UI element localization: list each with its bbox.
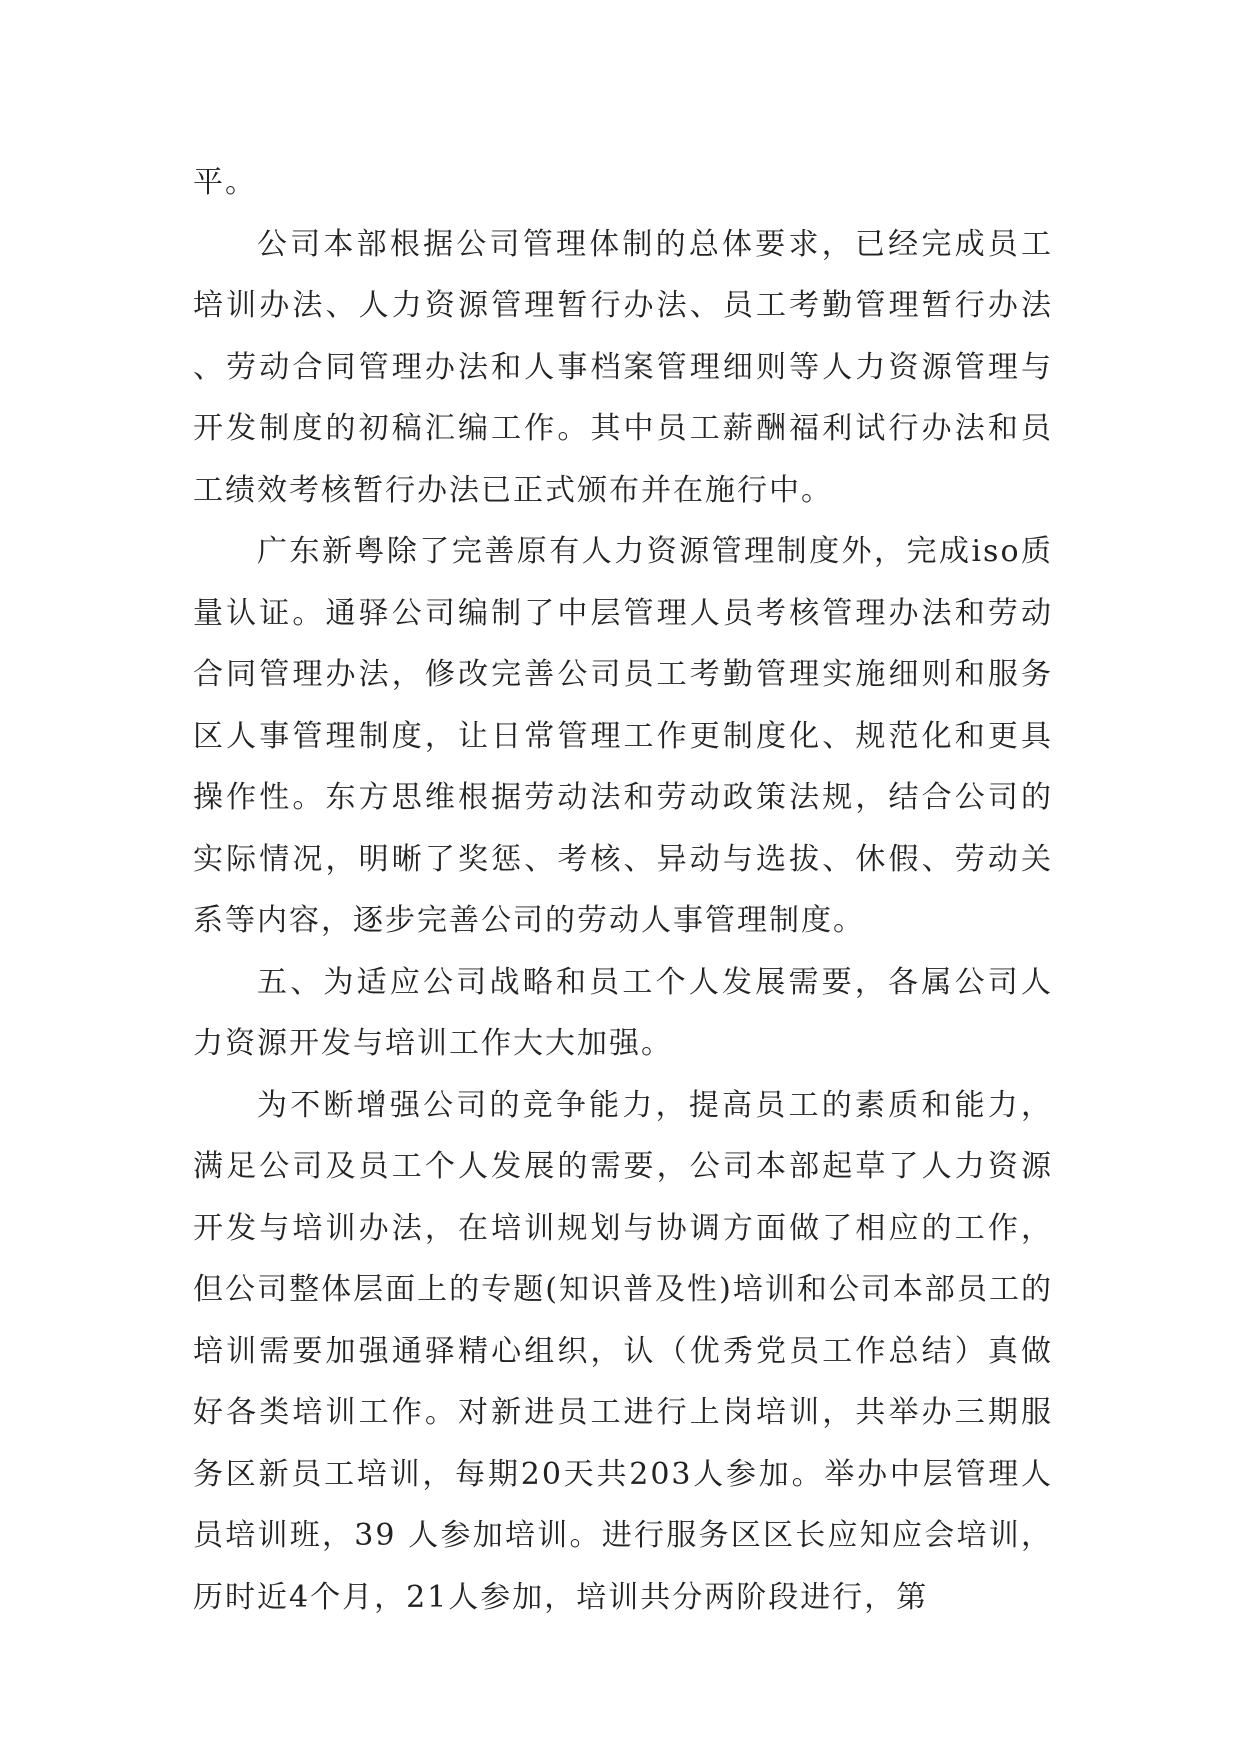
paragraph-continuation: 平。 [193, 165, 257, 200]
paragraph-guangdong: 广东新粤除了完善原有人力资源管理制度外，完成iso质量认证。通驿公司编制了中层管理人员考核管理办法和劳动合同管理办法，修改完善公司员工考勤管理实施细则和服务区人事管理制度，让日常管理工作更制度化、规范化和更具操作性。东方思维根据劳动法和劳动政策法规，结合公司的实际情况，明晰了奖惩、考核、异动与选拔、休假、劳动关系等内容，逐步完善公司的劳动人事管理制度。 [193, 534, 1053, 938]
paragraph-company-hq: 公司本部根据公司管理体制的总体要求，已经完成员工培训办法、人力资源管理暂行办法、员工考勤管理暂行办法、劳动合同管理办法和人事档案管理细则等人力资源管理与开发制度的初稿汇编工作。其中员工薪酬福利试行办法和员工绩效考核暂行办法已正式颁布并在施行中。 [193, 226, 1053, 508]
paragraph-section-five-heading: 五、为适应公司战略和员工个人发展需要，各属公司人力资源开发与培训工作大大加强。 [193, 964, 1053, 1061]
document-body [193, 152, 1053, 1628]
paragraph-training: 为不断增强公司的竞争能力，提高员工的素质和能力，满足公司及员工个人发展的需要，公司本部起草了人力资源开发与培训办法，在培训规划与协调方面做了相应的工作，但公司整体层面上的专题(知识普及性)培训和公司本部员工的培训需要加强通驿精心组织，认（优秀党员工作总结）真做好各类培训工作。对新进员工进行上岗培训，共举办三期服务区新员工培训，每期20天共203人参加。举办中层管理人员培训班，39 人参加培训。进行服务区区长应知应会培训，历时近4个月，21人参加，培训共分两阶段进行，第 [193, 1087, 1053, 1615]
